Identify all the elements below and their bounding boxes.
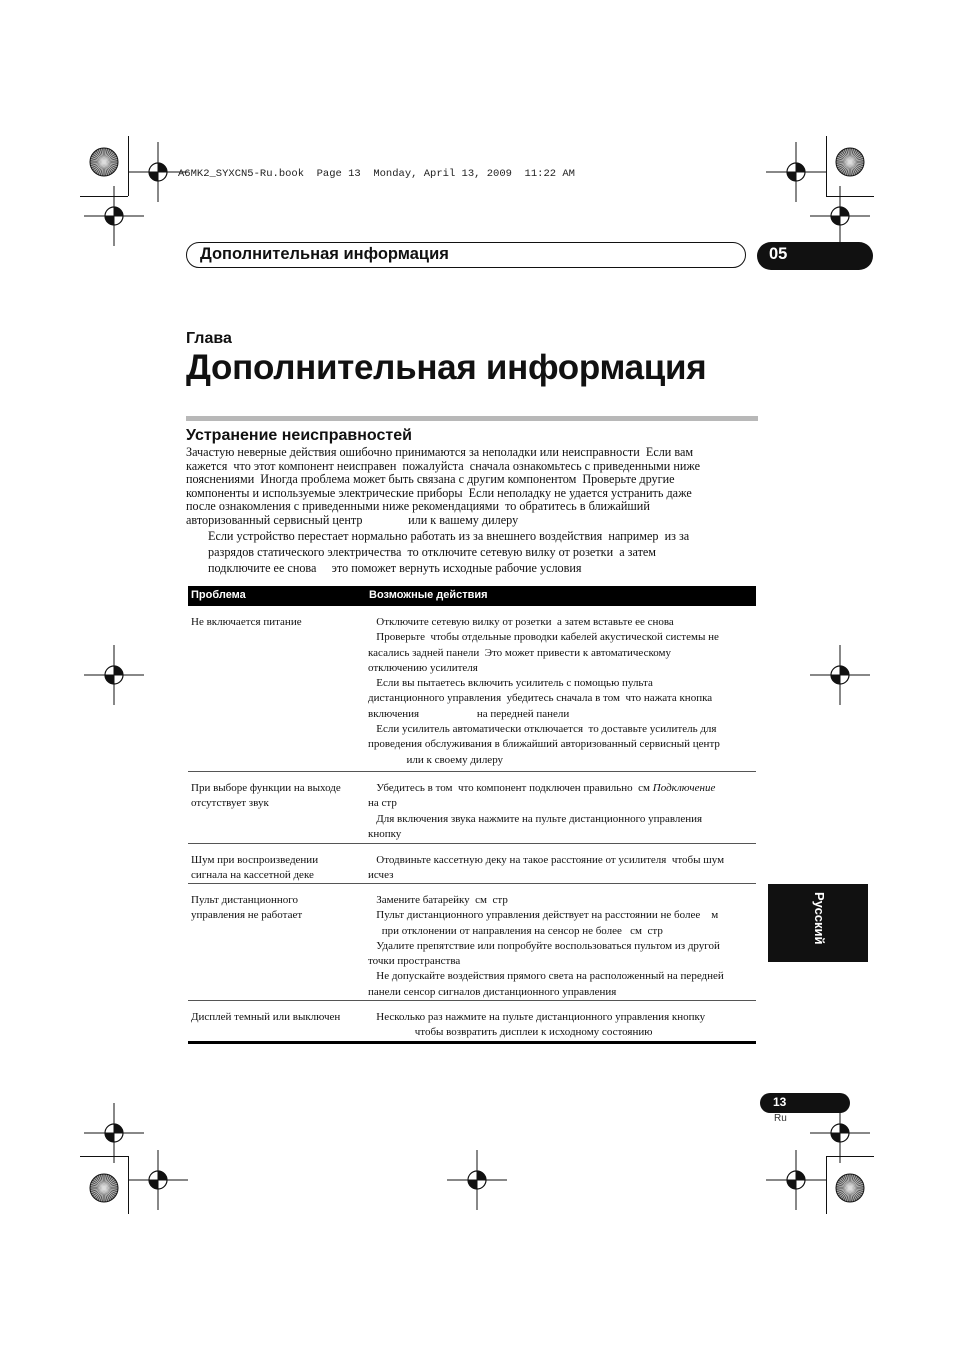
crop-line (80, 196, 128, 197)
action-line: кнопку (368, 827, 402, 840)
registration-starburst-icon (89, 147, 119, 177)
actions-cell (368, 1010, 756, 1041)
column-header-problem: Проблема (191, 589, 246, 601)
language-side-tab (768, 884, 868, 962)
connection-reference: Подключение (652, 782, 716, 794)
action-line: касались задней панели Это может привести к автоматическому (368, 646, 671, 659)
section-divider (186, 416, 758, 421)
problem-cell (191, 781, 363, 812)
action-line: Отключите сетевую вилку от розетки а затем вставьте ее снова (368, 616, 674, 628)
header-title: Дополнительная информация (200, 245, 449, 263)
crop-line (80, 1156, 128, 1157)
registration-crosshair-icon (128, 1150, 188, 1210)
action-text: Убедитесь в том что компонент подключен правильно см (368, 782, 653, 794)
intro-line: авторизованный сервисный центр или к вашему дилеру (186, 512, 519, 527)
intro-paragraph (186, 446, 758, 528)
action-line: дистанционного управления убедитесь сначала в том что нажата кнопка (368, 692, 713, 705)
registration-starburst-icon (835, 1173, 865, 1203)
problem-text: отсутствует звук (191, 797, 269, 810)
crop-line (128, 1156, 129, 1214)
action-line: Замените батарейку см стр (368, 894, 508, 906)
note-line: Если устройство перестает нормально работать из за внешнего воздействия например из за (208, 529, 690, 543)
registration-starburst-icon (835, 147, 865, 177)
action-line: Отодвиньте кассетную деку на такое расстояние от усилителя чтобы шум (368, 854, 725, 866)
problem-text: Пульт дистанционного (191, 894, 298, 906)
action-line: Удалите препятствие или попробуйте воспользоваться пультом из другой (368, 939, 720, 952)
problem-text: Шум при воспроизведении (191, 854, 319, 866)
action-line: панели сенсор сигналов дистанционного управления (368, 985, 617, 998)
action-line: на стр (368, 797, 397, 810)
actions-cell (368, 893, 756, 1000)
actions-cell (368, 615, 756, 768)
section-title: Устранение неисправностей (186, 427, 412, 444)
intro-line: Зачастую неверные действия ошибочно принимаются за неполадки или неисправности Если вам (186, 445, 694, 459)
note-paragraph (208, 528, 758, 576)
intro-line: после ознакомления с приведенными ниже рекомендациями то обратитесь в ближайший (186, 499, 650, 514)
page-number-badge: 13 (760, 1093, 850, 1113)
crop-line (826, 1156, 827, 1214)
column-header-actions: Возможные действия (369, 589, 488, 601)
problem-text: При выборе функции на выходе (191, 782, 341, 794)
note-line: разрядов статического электричества то отключите сетевую вилку от розетки а затем (208, 545, 657, 559)
table-row (188, 884, 756, 1001)
action-line: Не допускайте воздействия прямого света на расположенный на передней (368, 970, 724, 983)
intro-line: пояснениями Иногда проблема может быть связана с другим компонентом Проверьте другие (186, 472, 675, 487)
language-tab-label: Русский (812, 892, 827, 945)
problem-text: Дисплей темный или выключен (191, 1011, 341, 1023)
action-line: Для включения звука нажмите на пульте дистанционного управления (368, 812, 703, 825)
note-line: подключите ее снова это поможет вернуть исходные рабочие условия (208, 561, 582, 575)
action-line: Если усилитель автоматически отключается то доставьте усилитель для (368, 723, 717, 736)
crop-line (826, 136, 827, 196)
table-row (188, 844, 756, 884)
action-line: Проверьте чтобы отдельные проводки кабелей акустической системы не (368, 631, 719, 644)
action-line: Пульт дистанционного управления действует на расстоянии не более м (368, 909, 719, 922)
registration-crosshair-icon (810, 186, 870, 246)
action-line: или к своему дилеру (368, 753, 504, 766)
problem-text: сигнала на кассетной деке (191, 869, 314, 882)
registration-crosshair-icon (84, 186, 144, 246)
action-line: при отклонении от направления на сенсор не более см стр (368, 924, 663, 937)
action-line: включения на передней панели (368, 707, 570, 720)
action-line: Несколько раз нажмите на пульте дистанционного управления кнопку (368, 1011, 706, 1023)
action-line: проведения обслуживания в ближайший авторизованный сервисный центр (368, 738, 720, 751)
table-header (188, 586, 756, 606)
intro-line: компоненты и используемые электрические приборы Если неполадку не удается устранить даже (186, 485, 692, 500)
chapter-title: Дополнительная информация (186, 348, 707, 387)
action-line: отключению усилителя (368, 661, 478, 674)
troubleshooting-table (188, 586, 756, 1044)
registration-crosshair-icon (810, 645, 870, 705)
problem-cell (191, 615, 363, 630)
action-line: исчез (368, 869, 394, 882)
table-row (188, 772, 756, 844)
registration-crosshair-icon (447, 1150, 507, 1210)
chapter-label: Глава (186, 330, 232, 347)
actions-cell (368, 853, 756, 884)
chapter-number-badge: 05 (757, 242, 873, 270)
book-info-line: A6MK2_SYXCN5-Ru.book Page 13 Monday, April 13, 2009 11:22 AM (178, 168, 575, 180)
registration-crosshair-icon (84, 645, 144, 705)
registration-crosshair-icon (766, 1150, 826, 1210)
actions-cell (368, 781, 756, 842)
action-line (368, 781, 756, 796)
problem-cell (191, 1010, 363, 1025)
action-line: Если вы пытаетесь включить усилитель с помощью пульта (368, 677, 653, 690)
problem-text: управления не работает (191, 909, 303, 922)
problem-text: Не включается питание (191, 616, 302, 628)
action-line: точки пространства (368, 955, 461, 968)
problem-cell (191, 893, 363, 924)
crop-line (128, 136, 129, 196)
table-row (188, 1001, 756, 1044)
page-language: Ru (774, 1113, 787, 1124)
intro-line: кажется что этот компонент неисправен пожалуйста сначала ознакомьтесь с приведенными ниже (186, 458, 701, 473)
problem-cell (191, 853, 363, 884)
registration-starburst-icon (89, 1173, 119, 1203)
table-row (188, 606, 756, 772)
action-line: чтобы возвратить дисплеи к исходному состоянию (368, 1026, 653, 1039)
crop-line (826, 1156, 874, 1157)
crop-line (826, 196, 874, 197)
